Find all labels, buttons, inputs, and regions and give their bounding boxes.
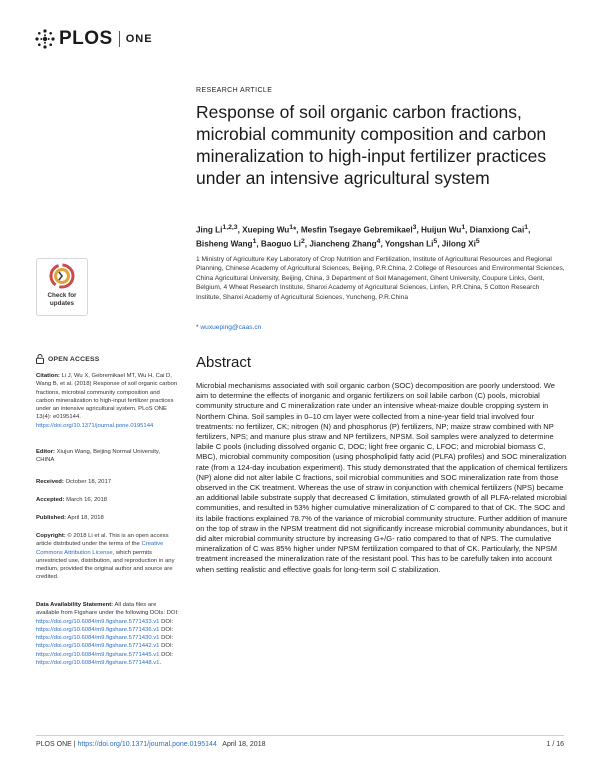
journal-name: ONE: [125, 33, 153, 45]
author: , Yongshan Li: [380, 239, 434, 249]
doi-link[interactable]: https://doi.org/10.6084/m9.figshare.5771445.v1: [36, 651, 160, 658]
published-value: April 18, 2018: [66, 515, 104, 521]
accepted-date: [36, 496, 179, 504]
author-line-1: [196, 222, 566, 236]
footer-divider: [36, 735, 564, 736]
author-sup: 1: [252, 238, 257, 246]
data-availability-block: [36, 601, 179, 667]
doi-end: .: [159, 660, 162, 667]
corresponding-star: *: [196, 324, 201, 331]
page-footer: [36, 741, 564, 748]
author: , Jiancheng Zhang: [304, 239, 377, 249]
logo-text: PLOS: [59, 28, 113, 49]
author: , Huijun Wu: [416, 225, 462, 235]
author: , Xueping Wu: [237, 225, 290, 235]
author: , Dianxiong Cai: [465, 225, 525, 235]
check-line-1: Check for: [47, 292, 77, 299]
doi-separator: DOI:: [159, 626, 174, 633]
abstract-heading: Abstract: [196, 354, 252, 371]
doi-link[interactable]: https://doi.org/10.6084/m9.figshare.5771442.v1: [36, 643, 160, 650]
author-sup: 1: [289, 224, 294, 231]
author: , Baoguo Li: [256, 239, 301, 249]
open-lock-icon: [36, 354, 44, 364]
received-date: [36, 478, 179, 486]
author: , Jilong Xi: [437, 239, 476, 249]
doi-link[interactable]: https://doi.org/10.6084/m9.figshare.5771430.v1: [36, 635, 160, 642]
accepted-label: Accepted:: [36, 497, 65, 503]
license-link[interactable]: Creative Commons Attribution License: [36, 541, 164, 556]
copyright-label: Copyright:: [36, 533, 66, 539]
corresponding-email: [196, 324, 261, 331]
check-for-updates-button[interactable]: [36, 258, 88, 316]
citation-text: Li J, Wu X, Gebremikael MT, Wu H, Cai D, Wang B, et al. (2018) Response of soil organic carbon fractions, microbial community composition and carbon mineralization to high-input fertilizer practices under an intensive agricultural system. PLoS ONE 13(4): e0195144.: [36, 373, 178, 421]
footer-journal: PLOS ONE |: [36, 741, 78, 748]
author-line-2: [196, 236, 566, 250]
footer-doi-link[interactable]: https://doi.org/10.1371/journal.pone.0195144: [77, 741, 217, 748]
doi-separator: DOI:: [159, 618, 174, 625]
data-availability-label: Data Availability Statement:: [36, 602, 114, 608]
article-type: RESEARCH ARTICLE: [196, 87, 273, 94]
doi-link[interactable]: https://doi.org/10.6084/m9.figshare.5771436.v1: [36, 626, 160, 633]
affiliations: 1 Ministry of Agriculture Key Laboratory of Crop Nutrition and Fertilization, Institute of Agricultural Resources and Regional Planning, Chinese Academy of Agricultural Sciences, Beijing, P.R.China, 2 College of Resources and Environmental Sciences, China Agricultural University, Beijing, China, 3 Department of Soil Management, Ghent University, Coupure Links, Gent, Belgium, 4 Wheat Research Institute, Shanxi Academy of Agricultural Sciences, Linfen, P.R.China, 5 Cotton Research Institute, Shanxi Academy of Agricultural Sciences, Yuncheng, P.R.China: [196, 256, 565, 301]
accepted-value: March 16, 2018: [64, 497, 108, 503]
author-sup: 5: [433, 238, 438, 246]
editor-block: [36, 448, 179, 465]
received-label: Received:: [36, 479, 64, 485]
plos-logo: [34, 26, 153, 52]
crossmark-icon: [49, 263, 75, 289]
check-line-2: updates: [49, 299, 75, 307]
open-access-badge: [36, 354, 99, 364]
citation-label: Citation:: [36, 373, 60, 379]
logo-divider: [119, 31, 120, 47]
data-availability-text: All data files are available from Figshare under the following DOIs: DOI:: [36, 602, 179, 617]
doi-separator: DOI:: [159, 635, 174, 642]
citation-doi-link[interactable]: https://doi.org/10.1371/journal.pone.0195144: [36, 422, 154, 429]
author: *, Mesfin Tsegaye Gebremikael: [293, 225, 413, 235]
doi-link[interactable]: https://doi.org/10.6084/m9.figshare.5771433.v1: [36, 618, 160, 625]
author: Jing Li: [196, 225, 223, 235]
author-sup: 1,2,3: [222, 224, 238, 231]
copyright-text: © 2018 Li et al. This is an open access article distributed under the terms of the: [36, 533, 169, 548]
author-sup: 2: [300, 238, 305, 246]
email-link[interactable]: wuxueping@caas.cn: [200, 324, 262, 331]
author-sup: 1: [524, 224, 529, 231]
received-value: October 18, 2017: [63, 479, 112, 485]
author-sup: 5: [475, 238, 480, 246]
doi-separator: DOI:: [159, 643, 174, 650]
copyright-block: [36, 532, 179, 582]
article-title: Response of soil organic carbon fractions, microbial community composition and carbon mineralization to high-input fertilizer practices under an intensive agricultural system: [196, 102, 547, 188]
author: Bisheng Wang: [196, 239, 253, 249]
author-sup: 1: [461, 224, 466, 231]
author-sup: 4: [376, 238, 381, 246]
plos-dots-icon: [34, 28, 56, 50]
citation-block: [36, 372, 179, 430]
doi-link[interactable]: https://doi.org/10.6084/m9.figshare.5771448.v1: [36, 660, 160, 667]
abstract-text: Microbial mechanisms associated with soil organic carbon (SOC) decomposition are poorly understood. We aim to determine the effects of inorganic and organic fertilizers on soil labile carbon (C) pools, microbial community structure and C mineralization rate under an intensive wheat-maize double cropping system in Northern China. Soil samples in 0–10 cm layer were collected from a nine-year field trial involved four treatments: no fertilizer, CK; nitrogen (N) and phosphorus (P) fertilizers, NP; maize straw combined with NP fertilizers, NPS; and manure plus straw and NP fertilizers, NPSM. Soil samples were analyzed to determine labile C pools (including dissolved organic C, DOC; light free organic C, LFOC; and microbial biomass C, MBC), microbial community composition (using phospholipid fatty acid (PLFA) profiles) and SOC mineralization rate (from a 124-day incubation experiment). This study demonstrated that the application of chemical fertilizers (NP) alone did not alter labile C fractions, soil microbial communities and SOC mineralization rate from those observed in the CK treatment. Whereas the use of straw in conjunction with chemical fertilizers (NPS) became an additional labile substrate supply that decreased C limitation, stimulated growth of all PLFA-related microbial communities, and resulted in 53% higher cumulative mineralization of C compared to that of CK. The SOC and its labile fractions explained 78.7% of the variance of microbial community structure. Further addition of manure on the top of straw in the NPSM treatment did not significantly increase microbial community abundances, but it did alter microbial community structure by increasing G+/G- ratio compared to that of NPS. The cumulative mineralization of C was 85% higher under NPSM fertilization compared to that of CK. Particularly, the NPSM treatment increased the mineralization rate of the resistant pool. This has to be carefully taken into account when setting realistic and effective goals for long-term soil C stabilization.: [196, 381, 568, 574]
footer-date: April 18, 2018: [216, 741, 266, 748]
published-date: [36, 514, 179, 522]
doi-separator: DOI:: [159, 651, 174, 658]
open-access-label: OPEN ACCESS: [48, 355, 100, 363]
page-number: 1 / 16: [546, 741, 564, 748]
author: ,: [528, 225, 531, 235]
editor-text: Xiujun Wang, Beijing Normal University, CHINA: [36, 449, 161, 464]
editor-label: Editor:: [36, 449, 55, 455]
copyright-text: , which permits unrestricted use, distribution, and reproduction in any medium, provided the original author and source are credited.: [36, 549, 175, 581]
author-list: [196, 222, 566, 250]
author-sup: 3: [412, 224, 417, 231]
published-label: Published:: [36, 515, 67, 521]
check-for-updates-label: [37, 292, 87, 307]
